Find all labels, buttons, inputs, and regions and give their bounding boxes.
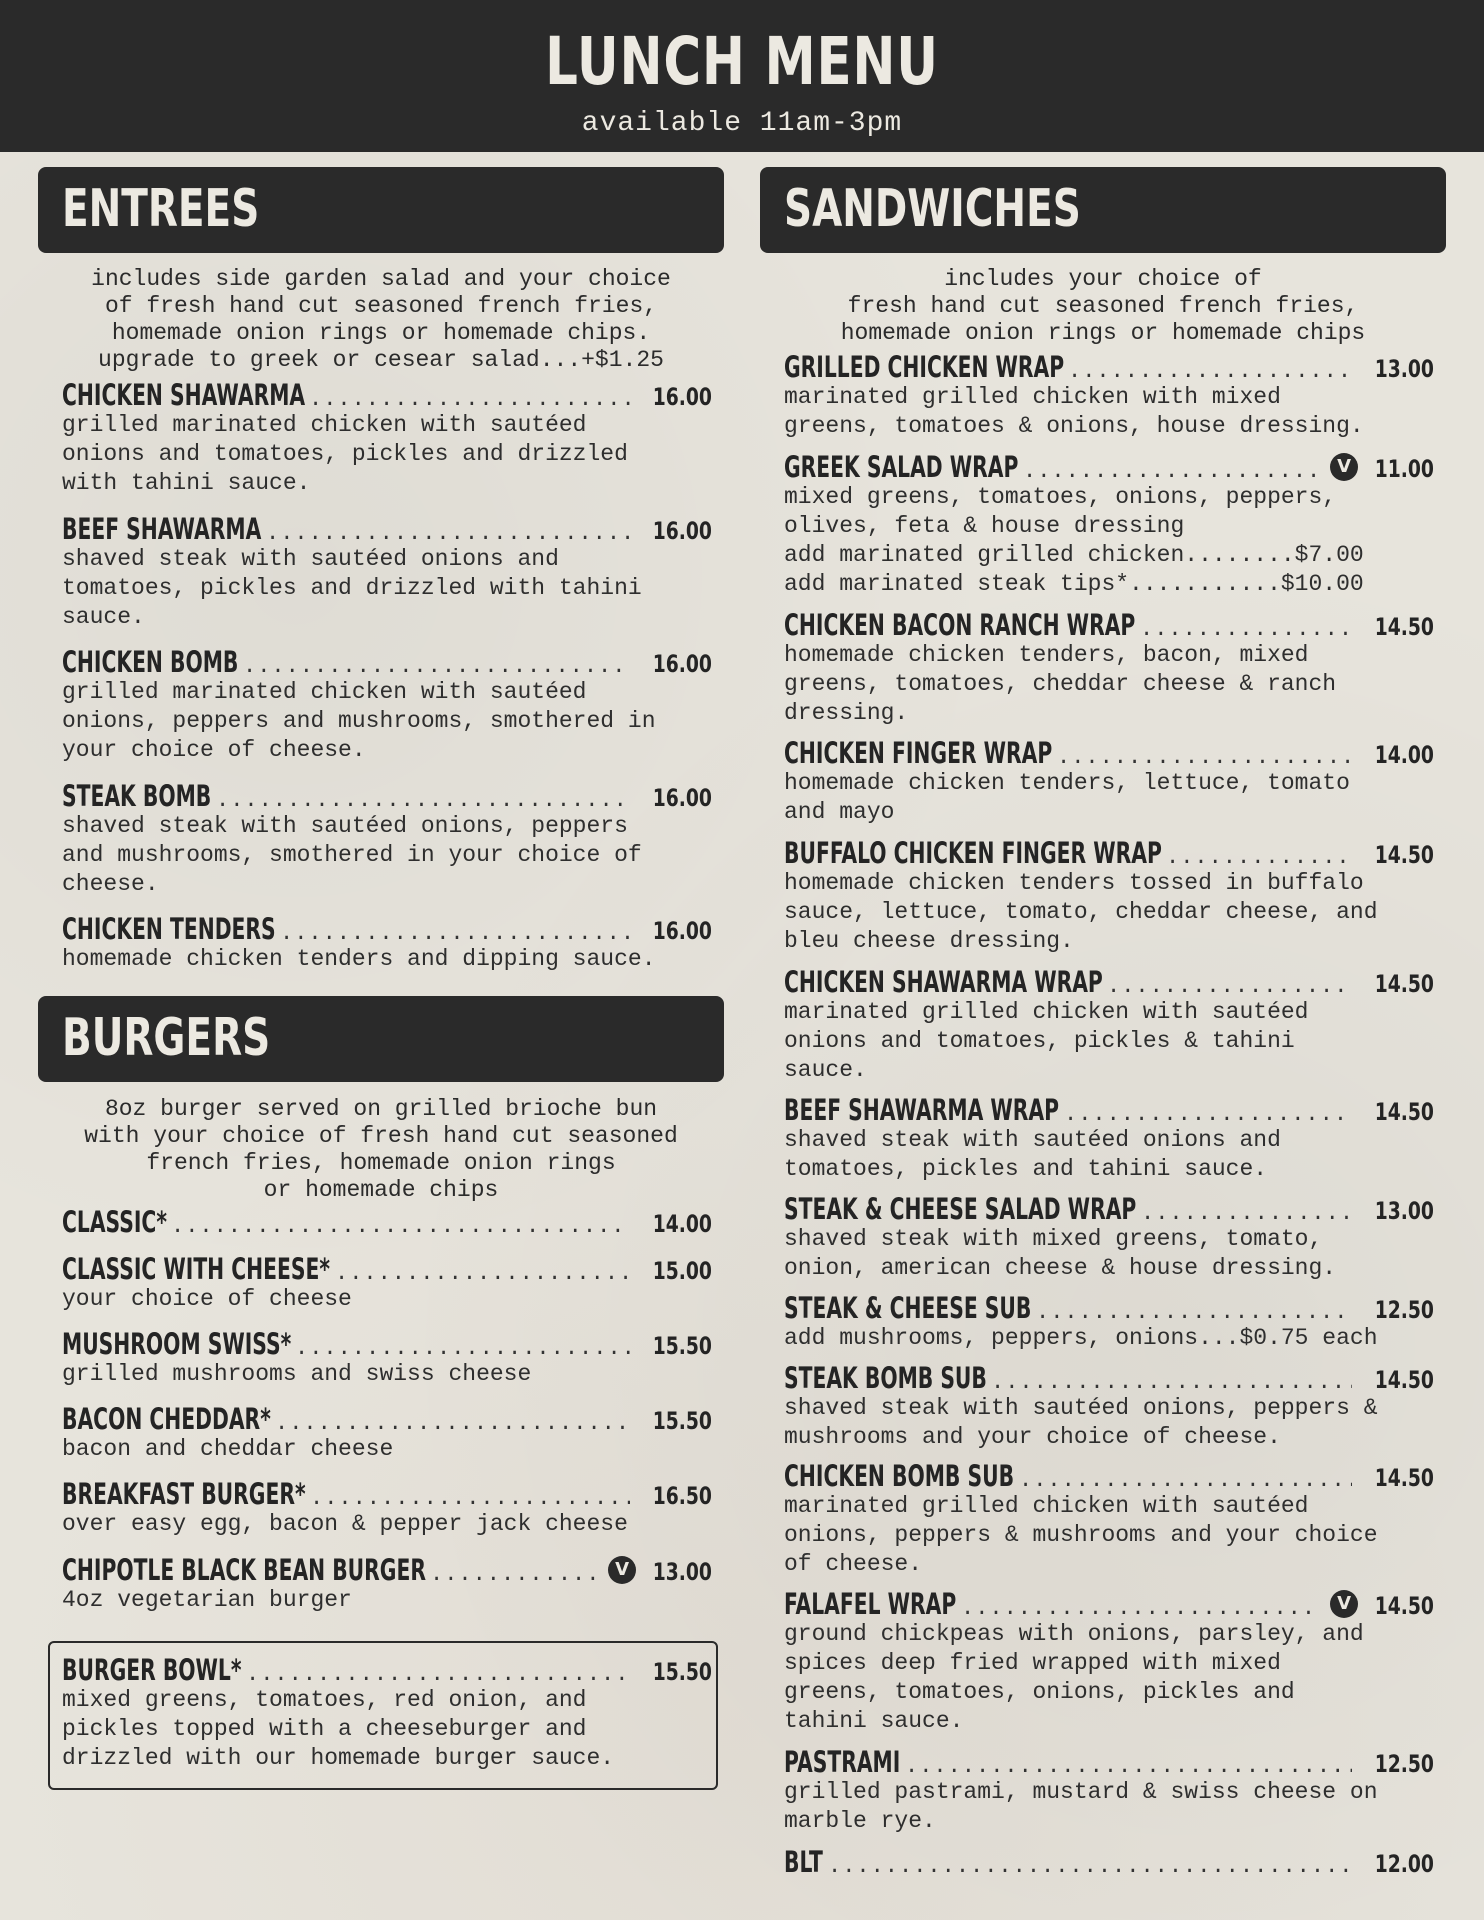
menu-item-price: 16.00 [652, 650, 712, 678]
menu-item-row [784, 608, 1434, 642]
menu-item-description: add mushrooms, peppers, onions...$0.75 each [784, 1325, 1378, 1351]
menu-item-description: shaved steak with sautéed onions, peppers and mushrooms, smothered in your choice of cheese. [62, 813, 642, 897]
menu-item-name: CHICKEN BOMB [62, 645, 239, 679]
menu-item-row [784, 1291, 1434, 1325]
menu-item-row [62, 645, 712, 679]
menu-item [62, 1252, 712, 1314]
menu-item-name: BREAKFAST BURGER* [62, 1477, 306, 1511]
menu-item-row [62, 779, 712, 813]
menu-item [62, 912, 712, 974]
menu-item-price: 13.00 [652, 1558, 712, 1586]
menu-item-name: CLASSIC WITH CHEESE* [62, 1252, 330, 1286]
menu-item-row [62, 1327, 712, 1361]
section-title-entrees: ENTREES [62, 179, 260, 239]
menu-item-description: shaved steak with sautéed onions and tomatoes, pickles and drizzled with tahini sauce. [62, 546, 642, 630]
menu-item-description: homemade chicken tenders, bacon, mixed greens, tomatoes, cheddar cheese & ranch dressing. [784, 642, 1337, 726]
menu-item-description: shaved steak with mixed greens, tomato, onion, american cheese & house dressing. [784, 1226, 1337, 1281]
menu-item [784, 1587, 1434, 1736]
menu-item-name: BACON CHEDDAR* [62, 1402, 271, 1436]
menu-item-description: marinated grilled chicken with sautéed onions and tomatoes, pickles & tahini sauce. [784, 999, 1309, 1083]
menu-item-name: BURGER BOWL* [62, 1653, 242, 1687]
menu-item-description: homemade chicken tenders, lettuce, tomato and mayo [784, 770, 1350, 825]
menu-item [784, 1093, 1434, 1184]
menu-item-description: 4oz vegetarian burger [62, 1587, 352, 1613]
menu-item [62, 1205, 712, 1239]
section-header-entrees [38, 167, 724, 253]
menu-item-row [784, 450, 1434, 484]
menu-item [784, 836, 1434, 956]
vegetarian-icon: V [608, 1556, 636, 1584]
menu-item-name: GRILLED CHICKEN WRAP [784, 350, 1065, 384]
menu-item-price: 14.00 [652, 1210, 712, 1238]
menu-item-description: marinated grilled chicken with mixed greens, tomatoes & onions, house dressing. [784, 384, 1364, 439]
menu-item-name: STEAK & CHEESE SALAD WRAP [784, 1192, 1137, 1226]
menu-item-price: 13.00 [1374, 355, 1434, 383]
section-header-burgers [38, 996, 724, 1082]
menu-item-description: your choice of cheese [62, 1286, 352, 1312]
menu-item-row [62, 1252, 712, 1286]
menu-item-row [784, 736, 1434, 770]
menu-item-row [784, 1093, 1434, 1127]
menu-item-description: grilled mushrooms and swiss cheese [62, 1361, 532, 1387]
dot-leader [828, 1850, 1352, 1884]
menu-item-description: ground chickpeas with onions, parsley, and spices deep fried wrapped with mixed greens, tomatoes, onions, pickles and tahini sauce. [784, 1621, 1364, 1734]
menu-item-price: 12.00 [1374, 1850, 1434, 1878]
menu-item-description: grilled marinated chicken with sautéed onions, peppers and mushrooms, smothered in your choice of cheese. [62, 679, 656, 763]
menu-item-row [62, 1553, 712, 1587]
menu-item-description: shaved steak with sautéed onions and tomatoes, pickles and tahini sauce. [784, 1127, 1281, 1182]
menu-item-row [784, 1459, 1434, 1493]
menu-item-row [784, 1587, 1434, 1621]
menu-item-name: BEEF SHAWARMA WRAP [784, 1093, 1059, 1127]
menu-item-description: bacon and cheddar cheese [62, 1436, 394, 1462]
dot-leader [171, 1210, 630, 1244]
menu-item-description: marinated grilled chicken with sautéed onions, peppers & mushrooms and your choice of cheese. [784, 1493, 1378, 1577]
menu-item-row [784, 1745, 1434, 1779]
menu-item-row [784, 1192, 1434, 1226]
menu-item [62, 378, 712, 498]
menu-item-row [784, 836, 1434, 870]
menu-item-name: CHIPOTLE BLACK BEAN BURGER [62, 1553, 426, 1587]
menu-item-name: CHICKEN SHAWARMA [62, 378, 306, 412]
menu-item [784, 608, 1434, 728]
menu-item [784, 1845, 1434, 1879]
menu-item-row [62, 1477, 712, 1511]
menu-item-name: CHICKEN FINGER WRAP [784, 736, 1053, 770]
menu-item-price: 16.50 [652, 1482, 712, 1510]
menu-item-row [62, 1653, 712, 1687]
menu-item-row [784, 1845, 1434, 1879]
menu-item [784, 965, 1434, 1085]
menu-item-price: 14.50 [1374, 1366, 1434, 1394]
menu-item [62, 1477, 712, 1539]
menu-item-price: 12.50 [1374, 1296, 1434, 1324]
menu-item [784, 1291, 1434, 1353]
sandwiches-intro: includes your choice of fresh hand cut seasoned french fries, homemade onion rings or homemade chips [840, 266, 1366, 346]
menu-item-row [62, 378, 712, 412]
menu-item-row [62, 512, 712, 546]
menu-item-name: CLASSIC* [62, 1205, 167, 1239]
menu-item-description: homemade chicken tenders tossed in buffalo sauce, lettuce, tomato, cheddar cheese, and bleu cheese dressing. [784, 870, 1378, 954]
menu-header [0, 0, 1484, 152]
menu-item-row [62, 1402, 712, 1436]
menu-item-price: 11.00 [1374, 455, 1434, 483]
menu-item-name: PASTRAMI [784, 1745, 901, 1779]
menu-item-row [784, 1361, 1434, 1395]
menu-item [62, 1402, 712, 1464]
menu-item-name: CHICKEN TENDERS [62, 912, 276, 946]
menu-item-price: 14.00 [1374, 741, 1434, 769]
menu-item-name: BEEF SHAWARMA [62, 512, 262, 546]
burgers-intro: 8oz burger served on grilled brioche bun with your choice of fresh hand cut seasoned french fries, homemade onion rings or homemade chips [84, 1096, 678, 1203]
menu-item-price: 14.50 [1374, 841, 1434, 869]
menu-item-name: CHICKEN SHAWARMA WRAP [784, 965, 1103, 999]
section-title-burgers: BURGERS [62, 1008, 271, 1068]
menu-item-name: CHICKEN BOMB SUB [784, 1459, 1015, 1493]
menu-item-description: mixed greens, tomatoes, red onion, and pickles topped with a cheeseburger and drizzled with our homemade burger sauce. [62, 1687, 615, 1771]
vegetarian-icon: V [1330, 453, 1358, 481]
menu-item [784, 1459, 1434, 1579]
menu-item-description: grilled marinated chicken with sautéed onions and tomatoes, pickles and drizzled with tahini sauce. [62, 412, 628, 496]
menu-item-description: homemade chicken tenders and dipping sauce. [62, 946, 656, 972]
menu-item-price: 14.50 [1374, 1592, 1434, 1620]
menu-item [784, 1361, 1434, 1452]
menu-item-name: FALAFEL WRAP [784, 1587, 957, 1621]
menu-item-name: STEAK BOMB [62, 779, 212, 813]
section-header-sandwiches [760, 167, 1446, 253]
menu-item-price: 14.50 [1374, 1464, 1434, 1492]
menu-item-price: 13.00 [1374, 1197, 1434, 1225]
menu-item-price: 12.50 [1374, 1750, 1434, 1778]
menu-item-name: STEAK & CHEESE SUB [784, 1291, 1032, 1325]
menu-item-price: 15.50 [652, 1658, 712, 1686]
menu-item-price: 15.50 [652, 1332, 712, 1360]
menu-item-name: STEAK BOMB SUB [784, 1361, 987, 1395]
menu-item-row [784, 350, 1434, 384]
menu-item-name: CHICKEN BACON RANCH WRAP [784, 608, 1136, 642]
menu-item [62, 1653, 712, 1773]
menu-item [784, 736, 1434, 827]
menu-item [62, 645, 712, 765]
menu-item [62, 779, 712, 899]
menu-item-row [62, 912, 712, 946]
menu-item-description: shaved steak with sautéed onions, peppers & mushrooms and your choice of cheese. [784, 1395, 1378, 1450]
menu-item [784, 350, 1434, 441]
section-title-sandwiches: SANDWICHES [784, 179, 1081, 239]
menu-item-price: 14.50 [1374, 970, 1434, 998]
entrees-intro: includes side garden salad and your choice of fresh hand cut seasoned french fries, homemade onion rings or homemade chips. upgrade to greek or cesear salad...+$1.25 [91, 266, 671, 373]
menu-item-price: 16.00 [652, 917, 712, 945]
menu-item-price: 16.00 [652, 784, 712, 812]
menu-item-price: 14.50 [1374, 1098, 1434, 1126]
menu-item-row [62, 1205, 712, 1239]
vegetarian-icon: V [1330, 1590, 1358, 1618]
menu-item-price: 16.00 [652, 383, 712, 411]
menu-item-name: BUFFALO CHICKEN FINGER WRAP [784, 836, 1162, 870]
menu-item [784, 1745, 1434, 1836]
menu-item [62, 1327, 712, 1389]
menu-item [62, 1553, 712, 1615]
menu-item-price: 15.50 [652, 1407, 712, 1435]
menu-item-name: MUSHROOM SWISS* [62, 1327, 292, 1361]
menu-item-description: mixed greens, tomatoes, onions, peppers, olives, feta & house dressing add marinated grilled chicken........$7.00 add marinated steak tips*...........$10.00 [784, 484, 1364, 597]
menu-item-price: 16.00 [652, 517, 712, 545]
menu-item [784, 450, 1434, 599]
dot-leader [335, 1257, 630, 1291]
menu-item-name: GREEK SALAD WRAP [784, 450, 1019, 484]
menu-item-name: BLT [784, 1845, 823, 1879]
menu-item-price: 14.50 [1374, 613, 1434, 641]
menu-item [62, 512, 712, 632]
menu-item-row [784, 965, 1434, 999]
dot-leader [430, 1558, 596, 1592]
menu-item-price: 15.00 [652, 1257, 712, 1285]
menu-item [784, 1192, 1434, 1283]
menu-item-description: grilled pastrami, mustard & swiss cheese on marble rye. [784, 1779, 1378, 1834]
menu-item-description: over easy egg, bacon & pepper jack cheese [62, 1511, 628, 1537]
menu-availability: available 11am-3pm [581, 108, 903, 139]
menu-title: LUNCH MENU [545, 23, 939, 100]
